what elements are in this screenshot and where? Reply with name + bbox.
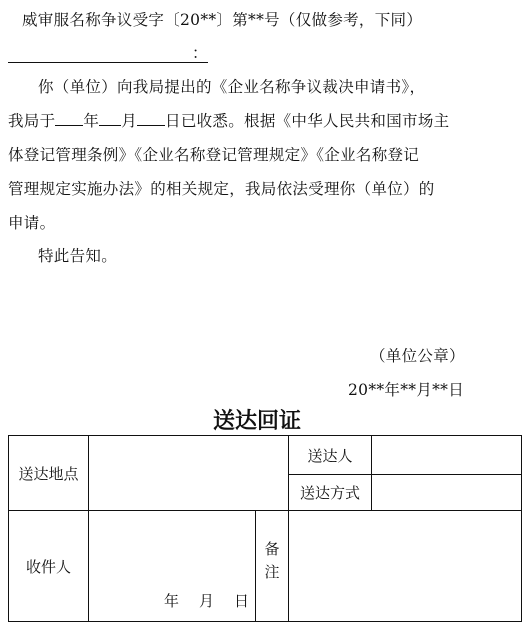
- blank-year: [55, 112, 83, 126]
- paragraph-line-3: 体登记管理条例》《企业名称登记管理规定》《企业名称登记: [8, 146, 420, 164]
- recipient-label-cell: [9, 511, 89, 622]
- deliverer-value-cell[interactable]: [372, 436, 522, 475]
- recipient-label: 收件人: [25, 557, 71, 576]
- date-month: 月: [198, 592, 214, 610]
- receipt-title: 送达回证: [213, 409, 302, 434]
- date-day: 日: [233, 592, 249, 610]
- document-number: 威审服名称争议受字〔20**〕第**号（仅做参考，下同）: [22, 11, 423, 29]
- delivery-receipt-table: [8, 435, 522, 622]
- paragraph-text: 我局于: [8, 112, 56, 130]
- date-year: 年: [163, 592, 179, 610]
- paragraph-text: 日已收悉。根据《中华人民共和国市场主: [165, 112, 450, 130]
- deliverer-label: 送达人: [307, 446, 353, 465]
- paragraph-line-5: 申请。: [8, 214, 56, 232]
- addressee-underline: [8, 62, 208, 63]
- closing-text: 特此告知。: [38, 247, 118, 265]
- seal-label: （单位公章）: [370, 347, 465, 365]
- remarks-label: 备注: [262, 541, 281, 587]
- issue-date: 20**年**月**日: [348, 381, 465, 399]
- address-value-cell[interactable]: [89, 436, 289, 511]
- remarks-value-cell[interactable]: [289, 511, 522, 622]
- paragraph-text: 年: [83, 112, 100, 130]
- paragraph-line-4: 管理规定实施办法》的相关规定，我局依法受理你（单位）的: [8, 180, 435, 198]
- address-label-cell: [9, 436, 89, 511]
- addressee-colon: ：: [192, 44, 208, 62]
- method-value-cell[interactable]: [372, 475, 522, 511]
- paragraph-line-2: [8, 109, 449, 131]
- paragraph-text: 月: [121, 112, 138, 130]
- remarks-label-cell: [256, 511, 289, 622]
- method-label-cell: [289, 475, 372, 511]
- recipient-signature-cell[interactable]: [89, 511, 256, 622]
- deliverer-label-cell: [289, 436, 372, 475]
- address-label: 送达地点: [18, 464, 79, 483]
- method-label: 送达方式: [299, 484, 360, 502]
- blank-day: [137, 112, 165, 126]
- blank-month: [99, 112, 121, 126]
- paragraph-line-1: 你（单位）向我局提出的《企业名称争议裁决申请书》，: [38, 78, 426, 96]
